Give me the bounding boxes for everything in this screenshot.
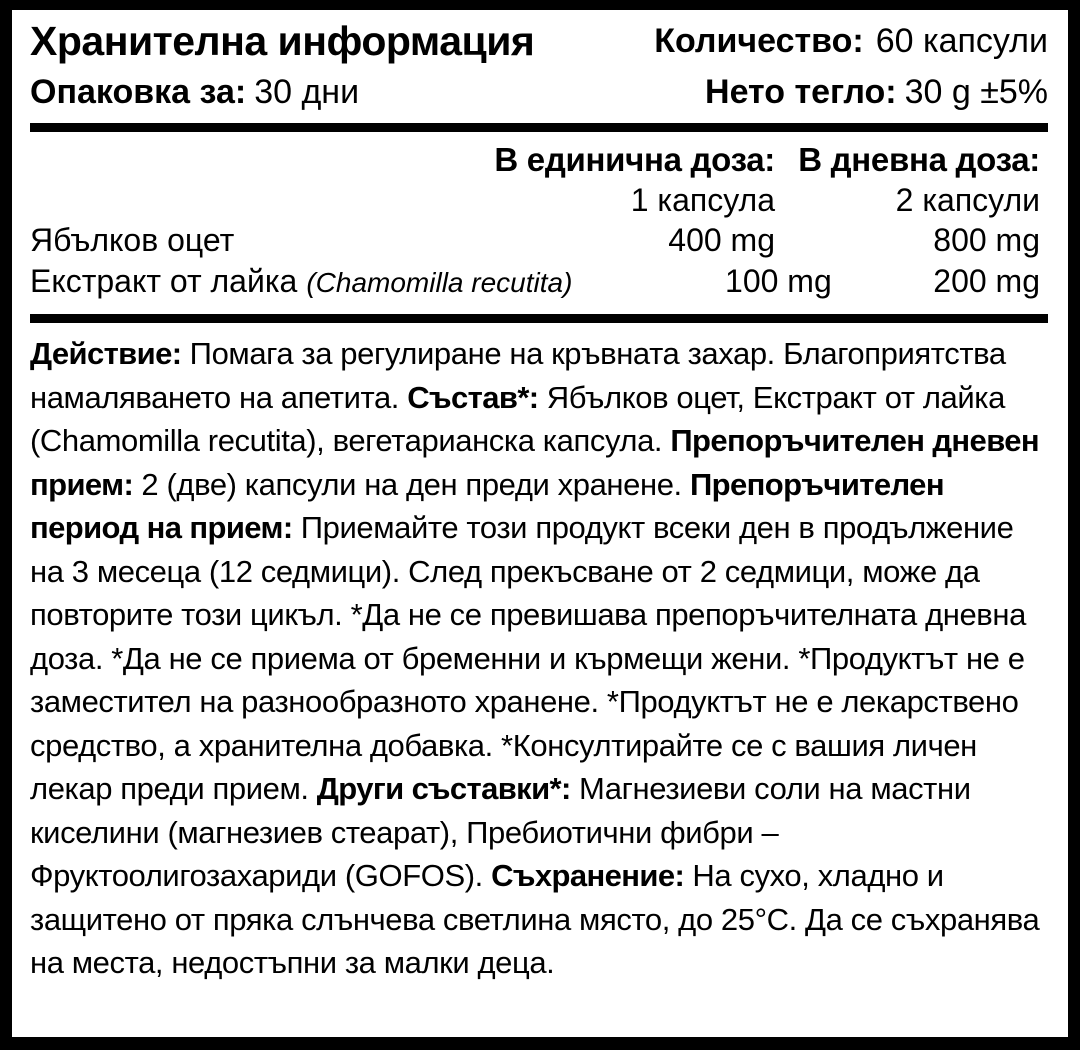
header-section: [30, 15, 1048, 117]
ingredient-column-spacer: [30, 139, 445, 180]
ingredient-column-spacer: [30, 180, 445, 220]
body-segment: 2 (две) капсули на ден преди хранене.: [133, 466, 690, 502]
package-duration-row: [30, 68, 534, 117]
net-weight-label: Нето тегло:: [705, 73, 897, 111]
body-text: [30, 332, 1048, 985]
table-row: [30, 220, 1048, 261]
dose-table: [30, 139, 1048, 303]
header-right: [654, 15, 1048, 117]
dose-table-header-row: [30, 139, 1048, 180]
daily-dose-subheader: 2 капсули: [895, 182, 1040, 218]
net-weight-value: 30 g ±5%: [904, 73, 1048, 111]
daily-dose-header: В дневна доза:: [798, 141, 1040, 178]
nutrition-label: [12, 10, 1068, 1037]
package-duration-label: Опаковка за:: [30, 73, 247, 111]
body-term: Препоръчителен период на прием:: [30, 466, 944, 545]
table-row: [30, 261, 1048, 303]
daily-dose-value: 200 mg: [933, 263, 1040, 299]
net-weight-row: [654, 68, 1048, 117]
page-title: Хранителна информация: [30, 18, 535, 64]
quantity-label: Количество:: [654, 22, 864, 60]
single-dose-value: 100 mg: [725, 263, 832, 299]
dose-table-subheader-row: [30, 180, 1048, 220]
body-term: Препоръчителен дневен прием:: [30, 423, 1040, 502]
body-segment: Ябълков оцет, Екстракт от лайка (Chamomilla recutita), вегетарианска капсула.: [30, 379, 1005, 458]
body-term: Други съставки*:: [316, 771, 571, 806]
single-dose-subheader: 1 капсула: [630, 182, 775, 218]
body-term: Състав*:: [407, 379, 539, 415]
body-segment: На сухо, хладно и защитено от пряка слънчева светлина място, до 25°C. Да се съхранява на места, недостъпни за малки деца.: [30, 858, 1040, 980]
package-duration-value: 30 дни: [254, 73, 360, 111]
header-left: [30, 15, 534, 117]
daily-dose-value: 800 mg: [933, 222, 1040, 258]
body-segment: Помага за регулиране на кръвната захар. Благоприятства намаляването на апетита.: [30, 336, 1006, 415]
divider-rule-top: [30, 123, 1048, 132]
body-term: Съхранение:: [491, 858, 685, 893]
single-dose-header: В единична доза:: [494, 141, 775, 178]
ingredient-latin-name: (Chamomilla recutita): [306, 267, 573, 298]
body-segment: Магнезиеви соли на мастни киселини (магнезиев стеарат), Пребиотични фибри – Фруктоолигозахариди (GOFOS).: [30, 771, 971, 893]
quantity-row: [654, 15, 1048, 68]
body-term: Действие:: [30, 336, 182, 371]
ingredient-name: Екстракт от лайка: [30, 263, 298, 299]
body-segment: Приемайте този продукт всеки ден в продължение на 3 месеца (12 седмици). След прекъсване от 2 седмици, може да повторите този цикъл. *Да не се превишава препоръчителната дневна доза. *Да не се приема от бременни и кърмещи жени. *Продуктът не е заместител на разнообразното хранене. *Продуктът не е лекарствено средство, а хранителна добавка. *Консултирайте се с вашия личен лекар преди прием.: [30, 510, 1026, 806]
single-dose-value: 400 mg: [668, 222, 775, 258]
ingredient-name: Ябълков оцет: [30, 222, 235, 258]
ingredient-name-cell: [30, 261, 572, 303]
quantity-value: 60 капсули: [875, 22, 1048, 60]
ingredient-name-cell: [30, 220, 445, 261]
divider-rule-middle: [30, 314, 1048, 323]
